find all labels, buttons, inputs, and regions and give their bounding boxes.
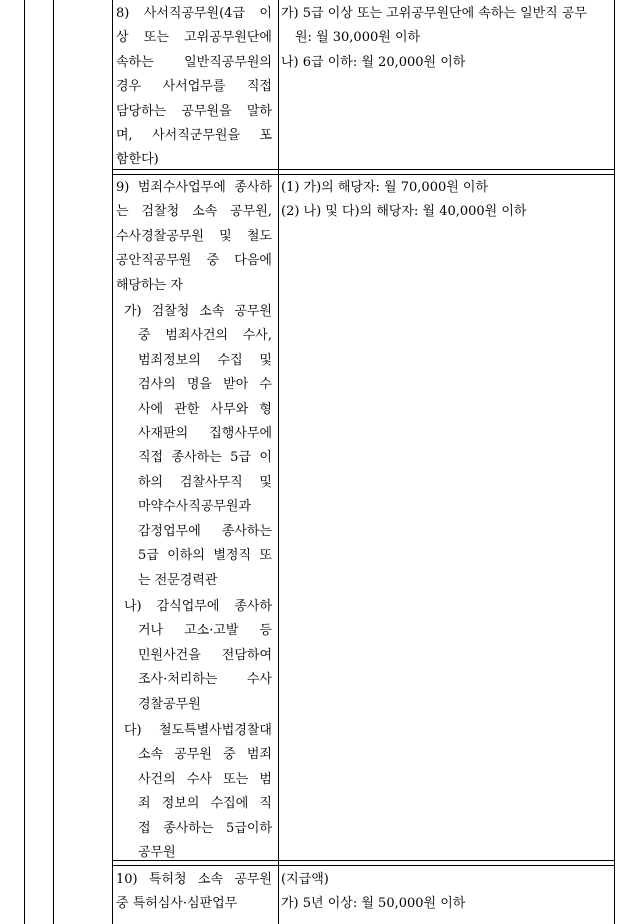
text-line: 며, 사서직군무원을 포 <box>116 128 272 144</box>
text-line: 마약수사직공무원과 <box>138 499 252 515</box>
text-block <box>124 719 272 865</box>
text-line: 죄 정보의 수집에 직 <box>138 796 272 812</box>
text-line: (2) 나) 및 다)의 해당자: 월 40,000원 이하 <box>281 204 527 220</box>
text-line: 담당하는 공무원을 말하 <box>116 103 272 119</box>
text-line: 함한다) <box>116 152 159 168</box>
text-block <box>116 868 272 917</box>
left-cell-row-10 <box>116 868 272 917</box>
text-line: 민원사건을 전담하여 <box>138 647 272 663</box>
text-line: 조사·처리하는 수사 <box>138 672 272 688</box>
text-block <box>281 2 611 51</box>
text-line: 가) 5년 이상: 월 50,000원 이하 <box>281 896 466 912</box>
text-block <box>124 595 272 717</box>
text-line: 하의 검찰사무직 및 <box>138 474 272 490</box>
text-block <box>281 868 611 892</box>
text-line: 는 전문경력관 <box>138 572 218 588</box>
text-line: 원: 월 30,000원 이하 <box>295 30 421 46</box>
text-block <box>281 200 611 224</box>
text-line: (1) 가)의 해당자: 월 70,000원 이하 <box>281 180 489 195</box>
text-line: 상 또는 고위공무원단에 <box>116 30 272 46</box>
right-border <box>614 0 615 924</box>
text-block <box>116 176 272 298</box>
left-cell-row-8 <box>116 2 272 173</box>
text-line: 경찰공무원 <box>138 696 201 712</box>
right-cell-row-8 <box>281 2 611 75</box>
text-line: 감정업무에 종사하는 <box>138 523 272 539</box>
text-block <box>281 51 611 75</box>
text-line: 나) 감식업무에 종사하 <box>124 598 272 614</box>
text-line: 범죄정보의 수집 및 <box>138 352 272 368</box>
text-line: 공무원 <box>138 844 176 860</box>
text-line: 사건의 수사 또는 범 <box>138 771 272 787</box>
right-cell-row-10 <box>281 868 611 917</box>
text-line: 9) 범죄수사업무에 종사하 <box>116 180 272 195</box>
text-line: 경우 사서업무를 직접 <box>116 79 272 95</box>
text-line: 가) 5급 이상 또는 고위공무원단에 속하는 일반직 공무 <box>281 6 587 21</box>
text-line: 5급 이하의 별정직 또 <box>138 548 272 564</box>
text-line: (지급액) <box>281 872 329 887</box>
text-line: 10) 특허청 소속 공무원 <box>116 872 272 887</box>
right-cell-row-9 <box>281 176 611 225</box>
text-line: 속하는 일반직공무원의 <box>116 54 272 70</box>
text-line: 접 종사하는 5급이하 <box>138 820 272 836</box>
text-block <box>116 2 272 173</box>
outer-left-border <box>24 0 25 924</box>
text-block <box>281 892 611 916</box>
text-line: 거나 고소·고발 등 <box>138 623 272 639</box>
column-divider-1 <box>112 0 113 924</box>
text-line: 사재판의 집행사무에 <box>138 426 272 442</box>
left-cell-row-9 <box>116 176 272 865</box>
row-separator <box>112 174 615 175</box>
text-block <box>124 300 272 593</box>
text-line: 사에 관한 사무와 형 <box>138 401 272 417</box>
column-divider-2 <box>278 0 279 924</box>
text-line: 검사의 명을 받아 수 <box>138 377 272 393</box>
text-block <box>281 176 611 200</box>
text-line: 공안직공무원 중 다음에 <box>116 253 272 269</box>
text-line: 중 특허심사·심판업무 <box>116 896 238 912</box>
text-line: 중 범죄사건의 수사, <box>138 328 272 344</box>
text-line: 다) 철도특별사법경찰대 <box>124 722 272 738</box>
text-line: 는 검찰청 소속 공무원, <box>116 204 272 220</box>
text-line: 나) 6급 이하: 월 20,000원 이하 <box>281 54 466 70</box>
inner-left-border <box>53 0 54 924</box>
text-line: 소속 공무원 중 범죄 <box>138 747 272 763</box>
text-line: 수사경찰공무원 및 철도 <box>116 228 272 244</box>
text-line: 8) 사서직공무원(4급 이 <box>116 6 272 21</box>
text-line: 가) 검찰청 소속 공무원 <box>124 304 272 320</box>
text-line: 직접 종사하는 5급 이 <box>138 450 272 466</box>
text-line: 해당하는 자 <box>116 277 183 293</box>
